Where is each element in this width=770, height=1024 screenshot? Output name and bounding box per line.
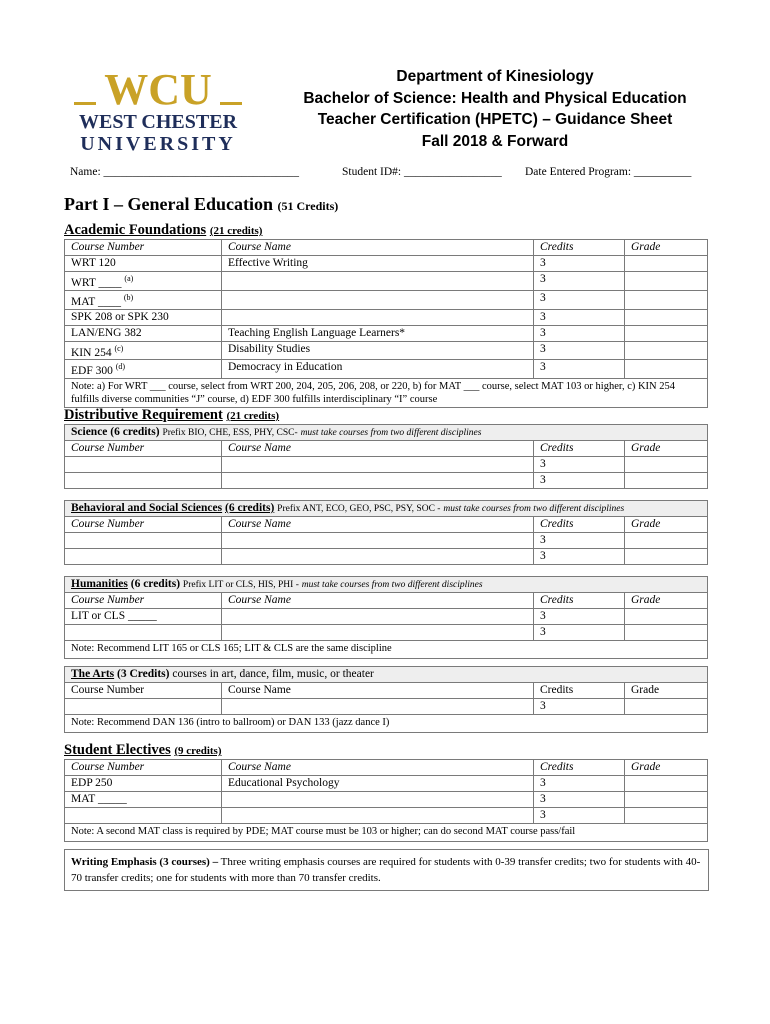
humanities-prefix: Prefix LIT or CLS, HIS, PHI - [182,580,299,590]
part1-credits: (51 Credits) [277,199,339,213]
electives-table [64,759,708,842]
col-course-name: Course Name [222,240,534,256]
grade-cell[interactable] [625,776,708,792]
academic-foundations-table [64,239,708,408]
part1-title: Part I – General Education [64,194,273,214]
grade-cell[interactable] [625,272,708,291]
name-field[interactable]: Name: __________________________________ [70,166,300,178]
course-credits: 3 [534,808,625,824]
sheet-title: Teacher Certification (HPETC) – Guidance Sheet [317,111,673,128]
col-course-name: Course Name [222,683,534,699]
course-credits: 3 [534,256,625,272]
humanities-rule: must take courses from two different disciplines [301,580,483,590]
course-credits: 3 [534,341,625,360]
table-header-row [65,683,708,699]
table-row [65,290,708,309]
col-grade: Grade [625,593,708,609]
science-prefix: Prefix BIO, CHE, ESS, PHY, CSC- [162,428,298,438]
course-number[interactable]: KIN 254 $^{(c)}$ [65,341,222,360]
grade-cell[interactable] [625,792,708,808]
table-row [65,360,708,379]
course-name[interactable]: Democracy in Education [222,360,534,379]
document-header [270,66,720,152]
col-grade: Grade [625,683,708,699]
course-number[interactable] [65,625,222,641]
electives-note: Note: A second MAT class is required by PDE; MAT course must be 103 or higher; can do second MAT course pass/fail [65,824,708,842]
col-course-number: Course Number [65,760,222,776]
note-row [65,641,708,659]
science-table [64,424,708,489]
course-credits: 3 [534,609,625,625]
course-credits: 3 [534,549,625,565]
course-name[interactable]: Teaching English Language Learners* [222,325,534,341]
grade-cell[interactable] [625,533,708,549]
student-id-field[interactable]: Student ID#: _________________ [342,166,502,178]
academic-foundations-heading [64,222,262,239]
humanities-bar-cell [65,577,708,593]
behavioral-bar-cell [65,501,708,517]
course-name[interactable] [222,473,534,489]
writing-text: Three writing emphasis courses are required for students with 0-39 transfer credits; two for students with 40-70 transfer credits; one for students with more than 70 transfer credits. [71,856,701,884]
course-number[interactable] [65,457,222,473]
arts-table [64,666,708,733]
grade-cell[interactable] [625,290,708,309]
electives-title: Student Electives [64,742,171,758]
course-name[interactable] [222,808,534,824]
course-number[interactable]: MAT _____ [65,792,222,808]
col-grade: Grade [625,441,708,457]
table-row [65,473,708,489]
course-number[interactable]: EDP 250 [65,776,222,792]
department-title: Department of Kinesiology [396,68,594,85]
humanities-note: Note: Recommend LIT 165 or CLS 165; LIT & CLS are the same discipline [65,641,708,659]
note-row [65,824,708,842]
wcu-logo-graphic [72,66,244,156]
course-name[interactable] [222,457,534,473]
table-row [65,776,708,792]
writing-emphasis-box [64,849,709,891]
course-credits: 3 [534,290,625,309]
humanities-title: Humanities [71,578,128,590]
course-credits: 3 [534,272,625,291]
table-row [65,325,708,341]
course-number[interactable]: LIT or CLS _____ [65,609,222,625]
behavioral-rule: must take courses from two different disciplines [443,504,625,514]
course-number[interactable]: SPK 208 or SPK 230 [65,309,222,325]
course-number[interactable]: LAN/ENG 382 [65,325,222,341]
col-grade: Grade [625,240,708,256]
table-row [65,457,708,473]
table-row [65,272,708,291]
grade-cell[interactable] [625,473,708,489]
table-row [65,808,708,824]
course-credits: 3 [534,309,625,325]
note-row [65,715,708,733]
electives-credits: (9 credits) [174,745,222,757]
col-course-number: Course Number [65,441,222,457]
table-row [65,792,708,808]
arts-note: Note: Recommend DAN 136 (intro to ballroom) or DAN 133 (jazz dance I) [65,715,708,733]
col-credits: Credits [534,683,625,699]
electives-heading [64,742,222,759]
science-bar [65,425,708,441]
table-header-row [65,517,708,533]
course-number[interactable] [65,699,222,715]
course-name[interactable]: Educational Psychology [222,776,534,792]
course-name[interactable] [222,309,534,325]
course-credits: 3 [534,699,625,715]
grade-cell[interactable] [625,457,708,473]
course-credits: 3 [534,792,625,808]
table-row [65,309,708,325]
col-course-name: Course Name [222,593,534,609]
course-name[interactable]: Effective Writing [222,256,534,272]
grade-cell[interactable] [625,256,708,272]
course-credits: 3 [534,533,625,549]
col-course-number: Course Number [65,517,222,533]
academic-credits: (21 credits) [209,225,263,237]
table-header-row [65,593,708,609]
table-row [65,549,708,565]
grade-cell[interactable] [625,325,708,341]
course-number[interactable] [65,549,222,565]
footnote-marker: (b) [123,292,134,302]
grade-cell[interactable] [625,309,708,325]
grade-cell[interactable] [625,341,708,360]
arts-bar-cell [65,667,708,683]
col-credits: Credits [534,441,625,457]
col-course-number: Course Number [65,683,222,699]
course-credits: 3 [534,625,625,641]
col-grade: Grade [625,760,708,776]
course-name[interactable] [222,792,534,808]
grade-cell[interactable] [625,625,708,641]
grade-cell[interactable] [625,549,708,565]
table-header-row [65,760,708,776]
behavioral-table [64,500,708,565]
col-credits: Credits [534,240,625,256]
course-number[interactable] [65,473,222,489]
col-credits: Credits [534,760,625,776]
course-number[interactable] [65,533,222,549]
date-entered-field[interactable]: Date Entered Program: __________ [525,166,692,178]
course-credits: 3 [534,457,625,473]
table-header-row [65,441,708,457]
science-title: Science (6 credits) [71,426,160,438]
course-name[interactable]: Disability Studies [222,341,534,360]
humanities-table [64,576,708,659]
logo-letters: WCU [104,66,212,114]
distributive-title: Distributive Requirement [64,407,223,423]
course-number[interactable]: WRT 120 [65,256,222,272]
behavioral-credits: (6 credits) [224,502,275,514]
grade-cell[interactable] [625,360,708,379]
distributive-credits: (21 credits) [226,410,280,422]
distributive-heading [64,407,279,424]
course-number[interactable]: MAT ____ $^{(b)}$ [65,290,222,309]
academic-title: Academic Foundations [64,222,207,238]
table-row [65,609,708,625]
humanities-bar [65,577,708,593]
col-course-name: Course Name [222,517,534,533]
course-number[interactable]: EDF 300 $^{(d)}$ [65,360,222,379]
science-bar-cell [65,425,708,441]
table-header-row [65,240,708,256]
col-grade: Grade [625,517,708,533]
col-course-number: Course Number [65,240,222,256]
course-credits: 3 [534,776,625,792]
behavioral-title: Behavioral and Social Sciences [71,502,223,514]
arts-title: The Arts [71,668,115,680]
course-name[interactable] [222,699,534,715]
academic-note: Note: a) For WRT ___ course, select from WRT 200, 204, 205, 206, 208, or 220, b) for MAT ___ course, select MAT 103 or higher, c) KIN 254 fulfills diverse communities “J” course, d) EDF 300 fulfills interdisciplinary “I” course [65,379,708,408]
course-credits: 3 [534,473,625,489]
part1-heading [64,194,338,215]
table-row [65,699,708,715]
grade-cell[interactable] [625,699,708,715]
arts-credits: (3 Credits) [117,668,170,680]
col-course-name: Course Name [222,441,534,457]
table-row [65,533,708,549]
course-name[interactable] [222,625,534,641]
table-row [65,341,708,360]
science-rule: must take courses from two different disciplines [300,428,482,438]
degree-title: Bachelor of Science: Health and Physical Education [303,89,687,107]
course-name[interactable] [222,533,534,549]
humanities-credits: (6 credits) [130,578,181,590]
logo-line1: WEST CHESTER [78,111,238,133]
course-number[interactable]: WRT ____ $^{(a)}$ [65,272,222,291]
col-credits: Credits [534,593,625,609]
note-row [65,379,708,408]
table-row [65,625,708,641]
table-row [65,256,708,272]
grade-cell[interactable] [625,609,708,625]
course-credits: 3 [534,360,625,379]
arts-desc: courses in art, dance, film, music, or theater [172,668,374,680]
col-course-number: Course Number [65,593,222,609]
footnote-marker: (c) [114,343,124,353]
footnote-marker: (d) [115,362,126,372]
course-name[interactable] [222,609,534,625]
col-credits: Credits [534,517,625,533]
course-name[interactable] [222,272,534,291]
arts-bar [65,667,708,683]
grade-cell[interactable] [625,808,708,824]
course-name[interactable] [222,290,534,309]
course-name[interactable] [222,549,534,565]
course-number[interactable] [65,808,222,824]
behavioral-bar [65,501,708,517]
course-credits: 3 [534,325,625,341]
logo-line2: UNIVERSITY [80,133,236,155]
wcu-logo [72,66,244,156]
col-course-name: Course Name [222,760,534,776]
footnote-marker: (a) [124,274,134,283]
writing-title: Writing Emphasis (3 courses) – [71,856,219,868]
behavioral-prefix: Prefix ANT, ECO, GEO, PSC, PSY, SOC - [277,504,441,514]
term-title: Fall 2018 & Forward [421,132,569,150]
